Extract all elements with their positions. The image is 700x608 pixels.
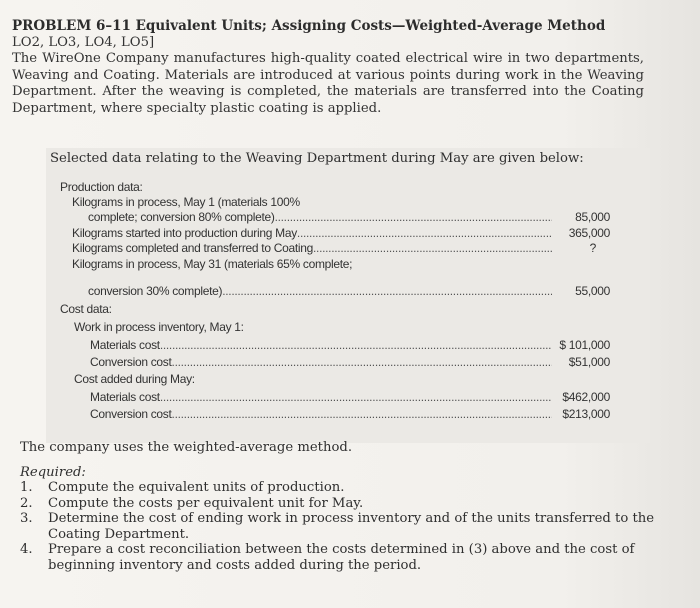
added-conversion-value: $213,000 <box>562 407 610 421</box>
wip-conversion-row: Conversion cost ..... $51,000 <box>90 355 610 369</box>
started-row: Kilograms started into production during May ..... 365,000 <box>72 226 610 240</box>
data-intro: Selected data relating to the Weaving Department during May are given below: <box>50 151 584 166</box>
completed-row: Kilograms completed and transferred to Coating ..... ? <box>72 241 610 255</box>
started-value: 365,000 <box>568 226 610 240</box>
wip-conversion-value: $51,000 <box>568 355 610 369</box>
requirement-item: 4. Prepare a cost reconciliation between the costs determined in (3) above and the cost of beginning inventory and costs added during the period. <box>20 542 635 573</box>
problem-description: The WireOne Company manufactures high-quality coated electrical wire in two departments, Weaving and Coating. Materials are introduced at various points during work in the Weaving Department. After the weaving is completed, the materials are transferred into the Coating Department, where specialty plastic coating is applied. <box>12 51 644 116</box>
required-heading: Required: <box>20 464 86 480</box>
requirement-item: 2. Compute the costs per equivalent unit for May. <box>20 495 364 511</box>
method-note: The company uses the weighted-average method. <box>20 440 353 455</box>
bip-row: complete; conversion 80% complete) ..... 85,000 <box>88 210 610 224</box>
wip-materials-row: Materials cost ..... $ 101,000 <box>90 338 610 352</box>
wip-heading: Work in process inventory, May 1: <box>74 320 244 334</box>
added-materials-value: $462,000 <box>562 390 610 404</box>
requirements-section <box>20 440 660 573</box>
bip-value: 85,000 <box>575 210 610 224</box>
learning-objectives: LO2, LO3, LO4, LO5] <box>12 34 155 50</box>
eip-row: conversion 30% complete) ..... 55,000 <box>88 284 610 298</box>
wip-materials-value: $ 101,000 <box>559 338 610 352</box>
problem-header <box>12 18 644 117</box>
eip-value: 55,000 <box>575 284 610 298</box>
added-heading: Cost added during May: <box>74 372 195 386</box>
bip-row-line1: Kilograms in process, May 1 (materials 100% <box>72 195 300 209</box>
problem-title: PROBLEM 6–11 Equivalent Units; Assigning Costs—Weighted-Average Method <box>12 18 606 34</box>
completed-value: ? <box>589 241 596 255</box>
requirement-item: 3. Determine the cost of ending work in process inventory and of the units transferred to the Coating Department. <box>20 511 655 542</box>
production-heading: Production data: <box>60 180 143 194</box>
requirement-item: 1. Compute the equivalent units of production. <box>20 480 345 495</box>
cost-heading: Cost data: <box>60 302 112 316</box>
added-conversion-row: Conversion cost ..... $213,000 <box>90 407 610 421</box>
added-materials-row: Materials cost ..... $462,000 <box>90 390 610 404</box>
eip-row-line1: Kilograms in process, May 31 (materials 65% complete; <box>72 257 353 271</box>
